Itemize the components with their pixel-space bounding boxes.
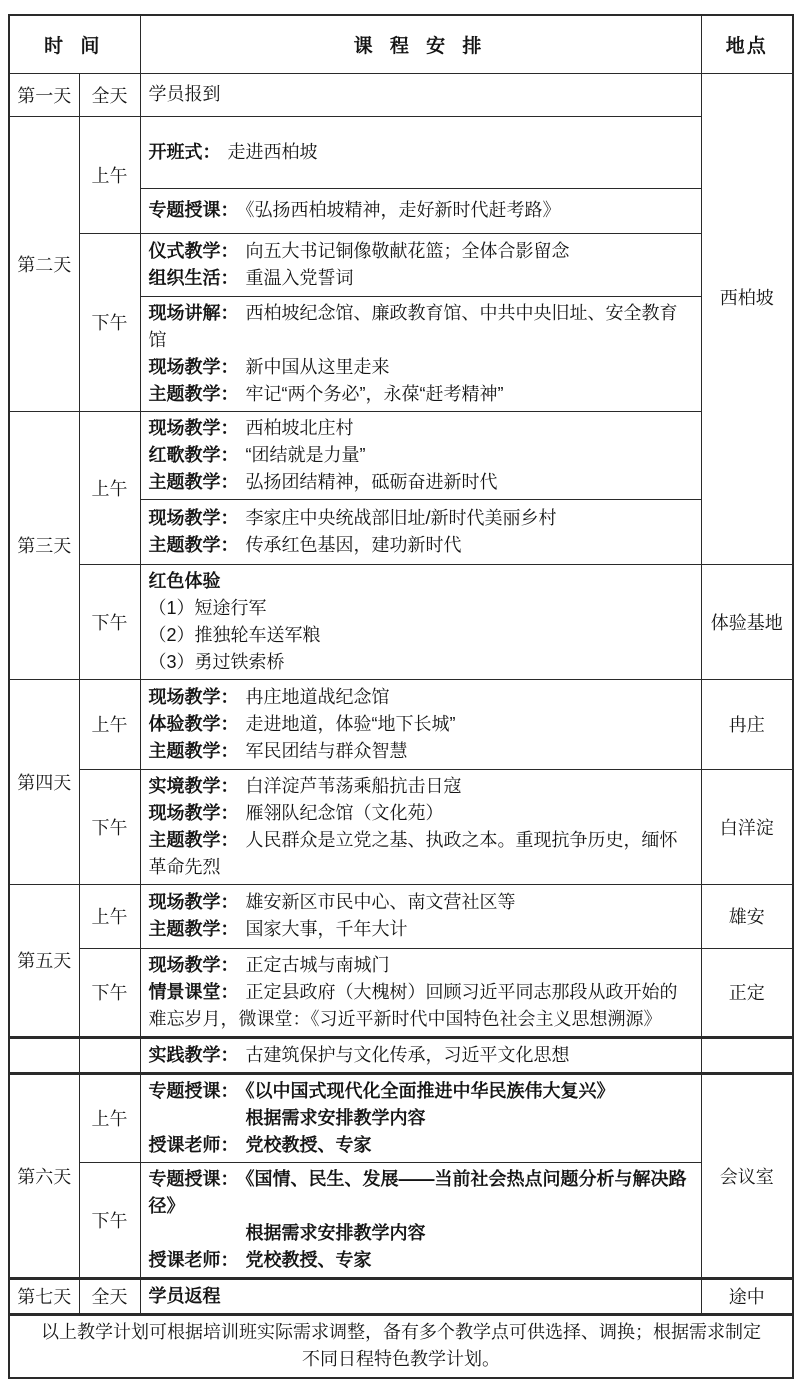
period-cell: 下午 bbox=[79, 1162, 140, 1278]
line-text: 冉庄地道战纪念馆 bbox=[245, 686, 390, 707]
schedule-line bbox=[149, 827, 691, 881]
row-day7 bbox=[9, 1278, 793, 1314]
schedule-line bbox=[149, 889, 691, 916]
line-text: 西柏坡北庄村 bbox=[245, 417, 354, 438]
content-cell bbox=[140, 564, 701, 679]
period-cell: 下午 bbox=[79, 233, 140, 411]
line-text: （2）推独轮车送军粮 bbox=[148, 624, 321, 645]
header-cell-course: 课 程 安 排 bbox=[140, 15, 701, 73]
line-text: 弘扬团结精神，砥砺奋进新时代 bbox=[245, 471, 498, 492]
line-label: 组织生活： bbox=[148, 267, 239, 288]
content-cell bbox=[140, 1278, 701, 1314]
line-label: 现场教学： bbox=[148, 802, 239, 823]
period-cell: 上午 bbox=[79, 411, 140, 564]
content-cell bbox=[140, 1037, 701, 1073]
day-cell: 第一天 bbox=[9, 73, 79, 116]
line-label: 红歌教学： bbox=[148, 444, 239, 465]
header-cell-location: 地点 bbox=[701, 15, 793, 73]
line-text: 人民群众是立党之基、执政之本。重现抗争历史，缅怀革命先烈 bbox=[148, 829, 678, 877]
row-day3-am1 bbox=[9, 411, 793, 499]
line-label: 现场教学： bbox=[148, 892, 239, 912]
period-cell: 上午 bbox=[79, 884, 140, 948]
schedule-line bbox=[149, 1247, 691, 1274]
schedule-line bbox=[149, 1220, 691, 1247]
schedule-line bbox=[149, 1166, 691, 1220]
line-text: 新中国从这里走来 bbox=[245, 356, 390, 377]
line-text: 党校教授、专家 bbox=[245, 1134, 372, 1155]
location-cell: 西柏坡 bbox=[701, 73, 793, 564]
line-label: 专题授课： bbox=[148, 200, 239, 220]
line-label: 授课老师： bbox=[148, 1249, 239, 1270]
line-label: 开班式： bbox=[148, 141, 221, 162]
schedule-line bbox=[149, 1283, 691, 1310]
line-text: 雄安新区市民中心、南文营社区等 bbox=[245, 892, 516, 912]
line-text: “团结就是力量” bbox=[245, 444, 366, 465]
line-label: 实境教学： bbox=[148, 775, 239, 796]
schedule-line bbox=[149, 300, 691, 354]
schedule-line bbox=[149, 139, 691, 166]
day-cell: 第五天 bbox=[9, 884, 79, 1037]
period-cell: 全天 bbox=[79, 73, 140, 116]
schedule-line bbox=[149, 1042, 691, 1069]
row-day6-am bbox=[9, 1073, 793, 1162]
content-cell bbox=[140, 188, 701, 233]
line-text: （3）勇过铁索桥 bbox=[148, 651, 285, 672]
schedule-line bbox=[149, 197, 691, 224]
schedule-line bbox=[149, 979, 691, 1033]
location-cell: 冉庄 bbox=[701, 679, 793, 769]
content-cell bbox=[140, 411, 701, 499]
day-cell-empty bbox=[9, 1037, 79, 1073]
line-label: 主题教学： bbox=[148, 740, 239, 761]
line-label: 现场讲解： bbox=[148, 302, 239, 323]
schedule-line bbox=[149, 442, 691, 469]
schedule-line bbox=[149, 916, 691, 943]
row-day5-pm bbox=[9, 948, 793, 1037]
location-cell: 途中 bbox=[701, 1278, 793, 1314]
schedule-line bbox=[149, 415, 691, 442]
line-text: 《国情、民生、发展——当前社会热点问题分析与解决路径》 bbox=[148, 1168, 687, 1216]
period-cell: 下午 bbox=[79, 564, 140, 679]
line-text: 国家大事，千年大计 bbox=[245, 919, 408, 939]
content-cell bbox=[140, 1162, 701, 1278]
line-label: 情景课堂： bbox=[148, 981, 239, 1002]
line-text: 党校教授、专家 bbox=[245, 1249, 372, 1270]
line-label: 现场教学： bbox=[148, 356, 239, 377]
line-label: 主题教学： bbox=[148, 919, 239, 939]
line-text: 根据需求安排教学内容 bbox=[245, 1222, 426, 1243]
schedule-line bbox=[149, 738, 691, 765]
schedule-line bbox=[149, 649, 691, 676]
schedule-line bbox=[149, 595, 691, 622]
schedule-line bbox=[149, 1105, 691, 1132]
schedule-line bbox=[149, 381, 691, 408]
period-cell: 下午 bbox=[79, 948, 140, 1037]
line-label: 主题教学： bbox=[148, 471, 239, 492]
line-text: 古建筑保护与文化传承，习近平文化思想 bbox=[245, 1044, 570, 1065]
content-cell bbox=[140, 73, 701, 116]
location-cell: 会议室 bbox=[701, 1073, 793, 1278]
line-text: 走进地道，体验“地下长城” bbox=[245, 713, 456, 734]
row-day5-am bbox=[9, 884, 793, 948]
line-text: 牢记“两个务必”，永葆“赶考精神” bbox=[245, 383, 504, 404]
line-label: 主题教学： bbox=[148, 534, 239, 555]
day-cell: 第二天 bbox=[9, 116, 79, 411]
line-text: 走进西柏坡 bbox=[227, 141, 318, 162]
line-text: 向五大书记铜像敬献花篮；全体合影留念 bbox=[245, 240, 570, 261]
line-text: 雁翎队纪念馆（文化苑） bbox=[245, 802, 444, 823]
schedule-line bbox=[149, 265, 691, 292]
content-cell bbox=[140, 679, 701, 769]
content-cell bbox=[140, 233, 701, 296]
schedule-line bbox=[149, 684, 691, 711]
location-cell: 体验基地 bbox=[701, 564, 793, 679]
location-cell: 正定 bbox=[701, 948, 793, 1037]
line-text: 《以中国式现代化全面推进中华民族伟大复兴》 bbox=[245, 1080, 615, 1101]
line-text: 军民团结与群众智慧 bbox=[245, 740, 408, 761]
schedule-line bbox=[149, 354, 691, 381]
schedule-line bbox=[149, 505, 691, 532]
day-cell: 第三天 bbox=[9, 411, 79, 679]
day-cell: 第七天 bbox=[9, 1278, 79, 1314]
content-cell bbox=[140, 499, 701, 564]
location-cell-empty bbox=[701, 1037, 793, 1073]
content-cell bbox=[140, 296, 701, 411]
schedule-line bbox=[149, 81, 691, 108]
row-day4-am bbox=[9, 679, 793, 769]
schedule-line bbox=[149, 568, 691, 595]
line-label: 仪式教学： bbox=[148, 240, 239, 261]
content-cell bbox=[140, 116, 701, 188]
line-text: 重温入党誓词 bbox=[245, 267, 354, 288]
line-text: 正定县政府（大槐树）回顾习近平同志那段从政开始的难忘岁月，微课堂：《习近平新时代中国特色社会主义思想溯源》 bbox=[148, 981, 678, 1029]
line-text: （1）短途行军 bbox=[148, 597, 267, 618]
line-text: 传承红色基因，建功新时代 bbox=[245, 534, 462, 555]
schedule-line bbox=[149, 711, 691, 738]
line-text: 李家庄中央统战部旧址/新时代美丽乡村 bbox=[245, 507, 557, 528]
header-row bbox=[9, 15, 793, 73]
schedule-line bbox=[149, 532, 691, 559]
line-text: 根据需求安排教学内容 bbox=[245, 1107, 426, 1128]
schedule-line bbox=[149, 952, 691, 979]
line-label: 学员返程 bbox=[148, 1285, 221, 1306]
row-practice bbox=[9, 1037, 793, 1073]
day-cell: 第四天 bbox=[9, 679, 79, 884]
period-cell: 全天 bbox=[79, 1278, 140, 1314]
period-cell: 上午 bbox=[79, 116, 140, 233]
header-cell-time: 时 间 bbox=[9, 15, 140, 73]
content-cell bbox=[140, 769, 701, 884]
schedule-table bbox=[8, 14, 794, 1379]
line-text: 正定古城与南城门 bbox=[245, 954, 390, 975]
row-day2-am1 bbox=[9, 116, 793, 188]
schedule-line bbox=[149, 773, 691, 800]
line-label: 现场教学： bbox=[148, 417, 239, 438]
period-cell: 上午 bbox=[79, 679, 140, 769]
location-cell: 雄安 bbox=[701, 884, 793, 948]
day-cell: 第六天 bbox=[9, 1073, 79, 1278]
line-label: 红色体验 bbox=[148, 570, 221, 591]
period-cell: 上午 bbox=[79, 1073, 140, 1162]
location-cell: 白洋淀 bbox=[701, 769, 793, 884]
content-cell bbox=[140, 1073, 701, 1162]
line-label: 现场教学： bbox=[148, 686, 239, 707]
schedule-line bbox=[149, 469, 691, 496]
line-label: 主题教学： bbox=[148, 829, 239, 850]
row-footer bbox=[9, 1314, 793, 1378]
row-day1 bbox=[9, 73, 793, 116]
line-text: 白洋淀芦苇荡乘船抗击日寇 bbox=[245, 775, 462, 796]
line-text: 《弘扬西柏坡精神，走好新时代赶考路》 bbox=[245, 200, 561, 220]
line-label: 主题教学： bbox=[148, 383, 239, 404]
content-cell bbox=[140, 884, 701, 948]
row-day4-pm bbox=[9, 769, 793, 884]
line-label: 现场教学： bbox=[148, 954, 239, 975]
schedule-line bbox=[149, 622, 691, 649]
line-label: 实践教学： bbox=[148, 1044, 239, 1065]
line-label: 现场教学： bbox=[148, 507, 239, 528]
line-label: 授课老师： bbox=[148, 1134, 239, 1155]
row-day2-pm1 bbox=[9, 233, 793, 296]
period-cell: 下午 bbox=[79, 769, 140, 884]
line-text: 西柏坡纪念馆、廉政教育馆、中共中央旧址、安全教育馆 bbox=[148, 302, 678, 350]
footer-note: 以上教学计划可根据培训班实际需求调整，备有多个教学点可供选择、调换；根据需求制定不同日程特色教学计划。 bbox=[9, 1314, 793, 1378]
line-text: 学员报到 bbox=[148, 84, 221, 104]
schedule-line bbox=[149, 800, 691, 827]
row-day3-pm bbox=[9, 564, 793, 679]
schedule-line bbox=[149, 238, 691, 265]
line-label: 专题授课： bbox=[148, 1080, 239, 1101]
schedule-line bbox=[149, 1078, 691, 1105]
period-cell-empty bbox=[79, 1037, 140, 1073]
line-label: 专题授课： bbox=[148, 1168, 239, 1189]
row-day6-pm bbox=[9, 1162, 793, 1278]
line-label: 体验教学： bbox=[148, 713, 239, 734]
schedule-line bbox=[149, 1132, 691, 1159]
content-cell bbox=[140, 948, 701, 1037]
